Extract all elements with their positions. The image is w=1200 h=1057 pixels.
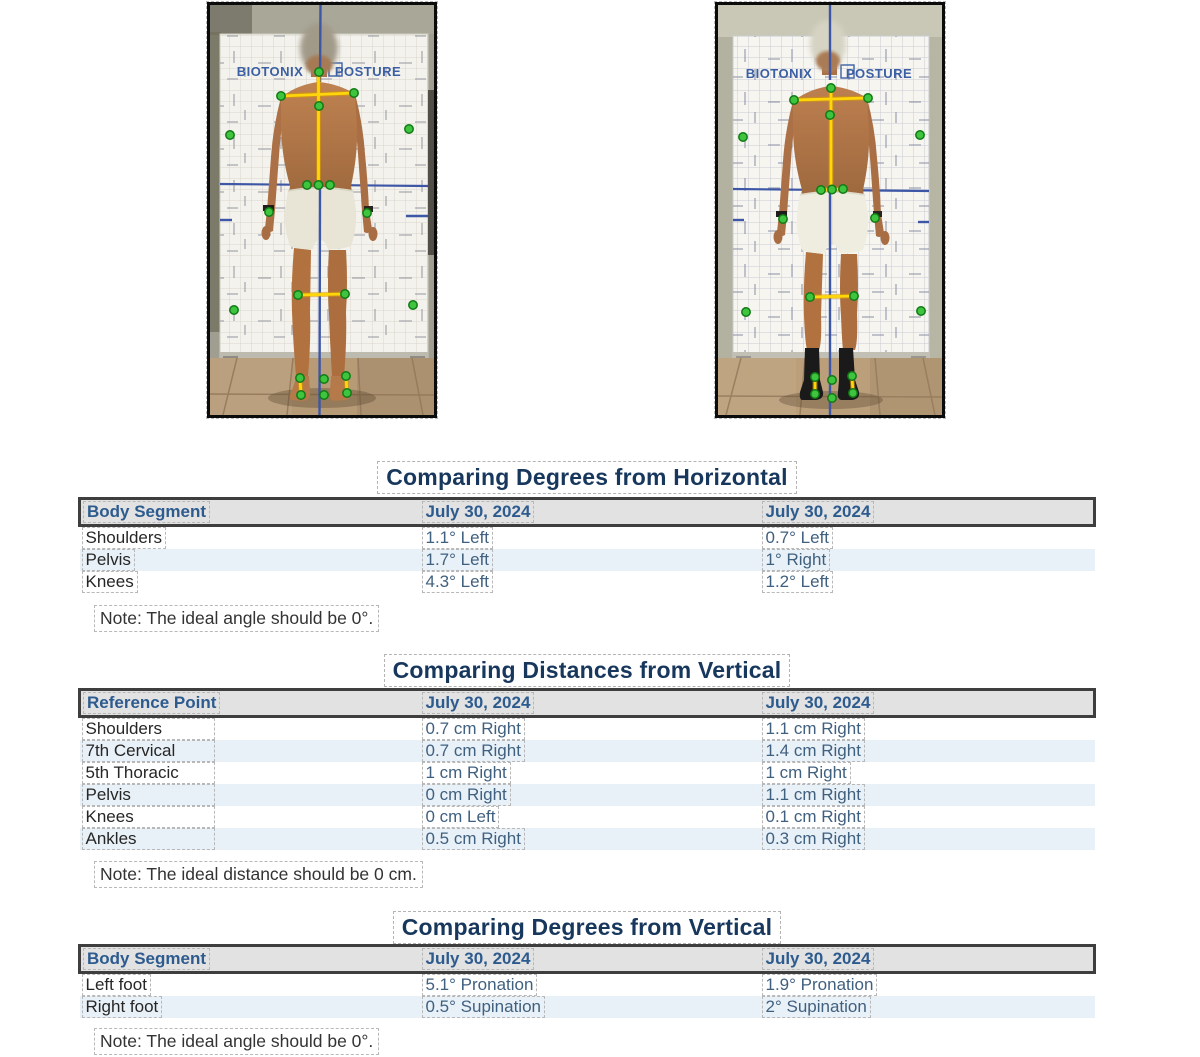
column-header-body-segment: Body Segment — [80, 946, 420, 973]
column-header-reference-point: Reference Point — [80, 690, 420, 717]
table-note — [94, 1028, 379, 1055]
column-header-date-1: July 30, 2024 — [420, 690, 760, 717]
note-text: Note: The ideal angle should be 0°. — [94, 1028, 379, 1055]
row-label: 5th Thoracic — [80, 762, 420, 784]
table-note — [94, 605, 379, 632]
column-header-date-2: July 30, 2024 — [760, 690, 1095, 717]
value-cell: 0.3 cm Right — [760, 828, 1095, 850]
value-cell: 0 cm Right — [420, 784, 760, 806]
section-title-distances-vertical — [78, 654, 1096, 687]
tile-floor — [210, 358, 434, 415]
value-cell: 1 cm Right — [420, 762, 760, 784]
posture-photo-right-drawing — [715, 2, 945, 418]
table-row — [80, 571, 1095, 593]
value-cell: 1° Right — [760, 549, 1095, 571]
table-row — [80, 828, 1095, 850]
table-header-row — [80, 499, 1095, 526]
value-cell: 1.1 cm Right — [760, 717, 1095, 741]
row-label: Shoulders — [80, 717, 420, 741]
row-label: Knees — [80, 806, 420, 828]
column-header-date-1: July 30, 2024 — [420, 946, 760, 973]
degrees-from-vertical-table — [78, 944, 1096, 1018]
posture-photo-left — [207, 2, 437, 418]
value-cell: 0 cm Left — [420, 806, 760, 828]
value-cell: 2° Supination — [760, 996, 1095, 1018]
table-row — [80, 717, 1095, 741]
value-cell: 0.7 cm Right — [420, 717, 760, 741]
distances-from-vertical-table — [78, 688, 1096, 850]
column-header-body-segment: Body Segment — [80, 499, 420, 526]
column-header-date-1: July 30, 2024 — [420, 499, 760, 526]
value-cell: 0.7 cm Right — [420, 740, 760, 762]
row-label: 7th Cervical — [80, 740, 420, 762]
value-cell: 0.5° Supination — [420, 996, 760, 1018]
logo-word-right: POSTURE — [845, 66, 913, 81]
table-row — [80, 762, 1095, 784]
value-cell: 5.1° Pronation — [420, 973, 760, 997]
row-label: Knees — [80, 571, 420, 593]
value-cell: 0.5 cm Right — [420, 828, 760, 850]
note-text: Note: The ideal distance should be 0 cm. — [94, 861, 423, 888]
section-title-text: Comparing Distances from Vertical — [384, 654, 791, 687]
note-text: Note: The ideal angle should be 0°. — [94, 605, 379, 632]
value-cell: 1 cm Right — [760, 762, 1095, 784]
column-header-date-2: July 30, 2024 — [760, 946, 1095, 973]
posture-photo-left-drawing — [207, 2, 437, 418]
value-cell: 1.7° Left — [420, 549, 760, 571]
value-cell: 0.7° Left — [760, 526, 1095, 550]
row-label: Right foot — [80, 996, 420, 1018]
section-title-degrees-vertical — [78, 911, 1096, 944]
posture-photo-right — [715, 2, 945, 418]
row-label: Pelvis — [80, 784, 420, 806]
value-cell: 4.3° Left — [420, 571, 760, 593]
row-label: Shoulders — [80, 526, 420, 550]
table-row — [80, 806, 1095, 828]
table-header-row — [80, 690, 1095, 717]
section-title-text: Comparing Degrees from Horizontal — [377, 461, 797, 494]
table-row — [80, 996, 1095, 1018]
row-label: Pelvis — [80, 549, 420, 571]
value-cell: 1.2° Left — [760, 571, 1095, 593]
logo-word-left: BIOTONIX — [745, 66, 813, 81]
value-cell: 1.4 cm Right — [760, 740, 1095, 762]
table-row — [80, 740, 1095, 762]
value-cell: 1.1° Left — [420, 526, 760, 550]
value-cell: 1.1 cm Right — [760, 784, 1095, 806]
table-row — [80, 526, 1095, 550]
table-row — [80, 549, 1095, 571]
table-header-row — [80, 946, 1095, 973]
section-title-degrees-horizontal — [78, 461, 1096, 494]
logo-word-left: BIOTONIX — [236, 64, 304, 79]
row-label: Ankles — [80, 828, 420, 850]
value-cell: 1.9° Pronation — [760, 973, 1095, 997]
section-title-text: Comparing Degrees from Vertical — [393, 911, 781, 944]
degrees-from-horizontal-table — [78, 497, 1096, 593]
logo-word-right: POSTURE — [334, 64, 402, 79]
table-row — [80, 784, 1095, 806]
value-cell: 0.1 cm Right — [760, 806, 1095, 828]
vertical-plumb-line — [320, 5, 321, 415]
column-header-date-2: July 30, 2024 — [760, 499, 1095, 526]
table-note — [94, 861, 423, 888]
row-label: Left foot — [80, 973, 420, 997]
table-row — [80, 973, 1095, 997]
